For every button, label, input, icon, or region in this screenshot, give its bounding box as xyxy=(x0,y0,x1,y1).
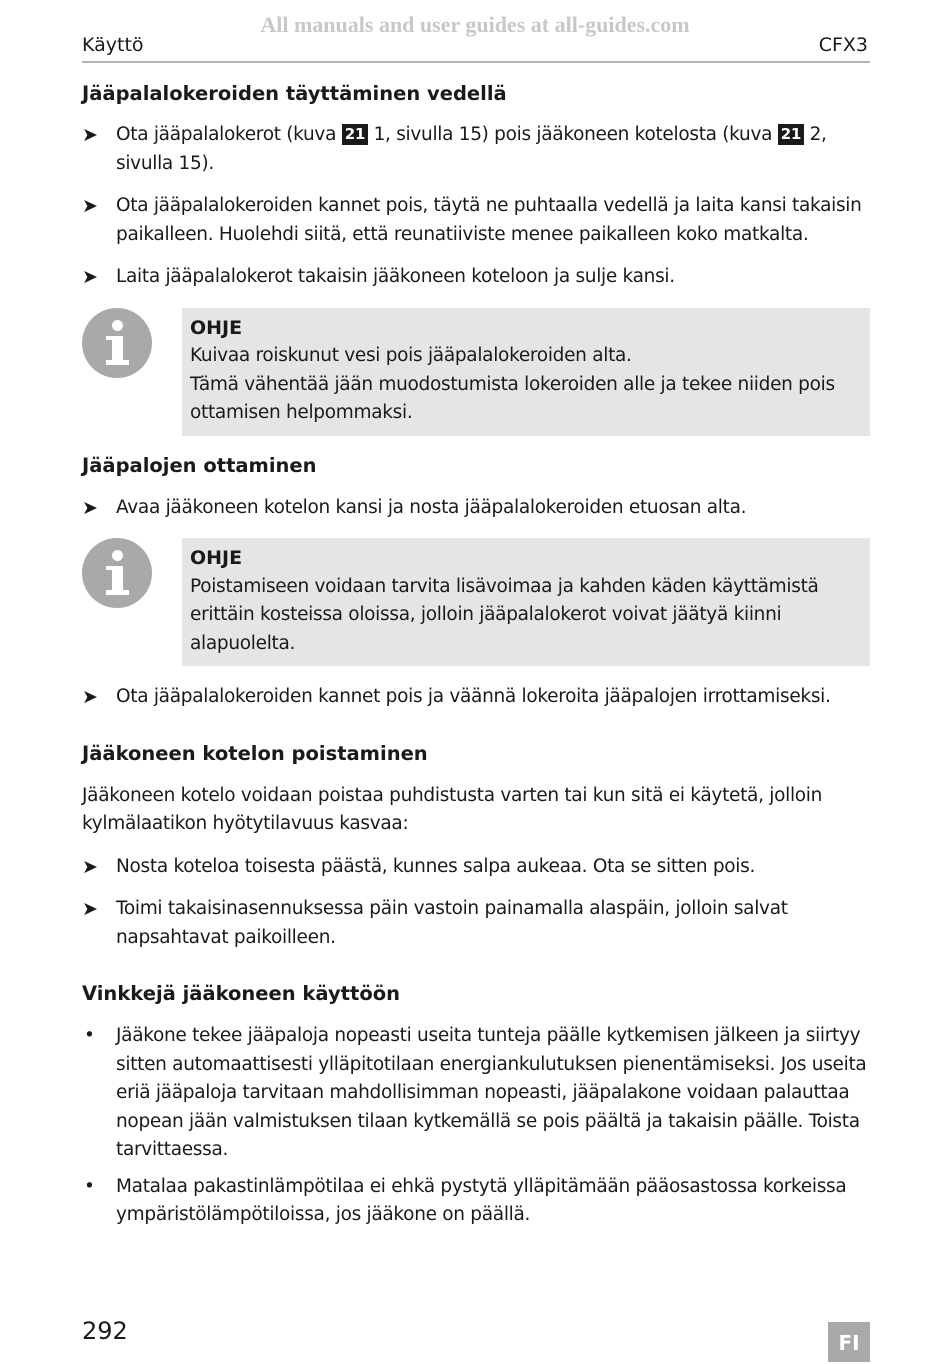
tip-text: Jääkone tekee jääpaloja nopeasti useita tunteja päälle kytkemisen jälkeen ja siirtyy sitten automaattisesti ylläpitotilaan energiankulutuksen pienentämiseksi. Jos useita eriä jääpaloja tarvitaan mahdollisimman nopeasti, jääpalakone voidaan palauttaa nopean jään valmistuksen tilaan kytkemällä se pois päältä ja takaisin päälle. Toista tarvittaessa. xyxy=(116,1025,867,1160)
step-open-lid xyxy=(82,494,870,523)
section-title-remove-housing: Jääkoneen kotelon poistaminen xyxy=(82,741,428,765)
note-box xyxy=(182,308,870,436)
header-section: Käyttö xyxy=(82,34,144,56)
step-text: 1, sivulla 15) pois jääkoneen kotelosta (kuva xyxy=(367,124,778,145)
note-block xyxy=(82,308,870,433)
note-title: OHJE xyxy=(190,316,243,339)
arrow-icon: ➤ xyxy=(82,496,98,519)
note-title: OHJE xyxy=(190,547,243,569)
language-badge: FI xyxy=(828,1322,870,1362)
section-title-fill: Jääpalalokeroiden täyttäminen vedellä xyxy=(82,82,507,105)
step-remove-trays xyxy=(82,121,870,178)
step-text: Laita jääpalalokerot takaisin jääkoneen koteloon ja sulje kansi. xyxy=(116,266,675,287)
arrow-icon: ➤ xyxy=(82,855,98,878)
step-text: Ota jääpalalokerot (kuva xyxy=(116,124,342,145)
step-text: Ota jääpalalokeroiden kannet pois ja väännä lokeroita jääpalojen irrottamiseksi. xyxy=(116,686,831,707)
step-reinstall xyxy=(82,895,870,952)
bullet-icon: • xyxy=(84,1175,95,1197)
arrow-icon: ➤ xyxy=(82,195,98,217)
figure-ref-badge: 21 xyxy=(778,124,804,145)
note-box xyxy=(182,538,870,666)
note-block xyxy=(82,538,870,663)
step-text: Toimi takaisinasennuksessa päin vastoin painamalla alaspäin, jolloin salvat napsahtavat paikoilleen. xyxy=(116,898,788,948)
figure-ref-badge: 21 xyxy=(342,124,368,145)
watermark: All manuals and user guides at all-guides.com xyxy=(260,12,690,37)
intro-paragraph: Jääkoneen kotelo voidaan poistaa puhdistusta varten tai kun sitä ei käytetä, jolloin kylmälaatikon hyötytilavuus kasvaa: xyxy=(82,784,823,834)
note-text: Poistamiseen voidaan tarvita lisävoimaa ja kahden käden käyttämistä erittäin kosteissa oloissa, jolloin jääpalalokerot voivat jäätyä kiinni alapuolelta. xyxy=(190,575,819,654)
tip-text: Matalaa pakastinlämpötilaa ei ehkä pystytä ylläpitämään pääosastossa korkeissa ympäristölämpötiloissa, jos jääkone on päällä. xyxy=(116,1175,847,1225)
step-fill-trays xyxy=(82,192,870,249)
note-text: Kuivaa roiskunut vesi pois jääpalalokeroiden alta. xyxy=(190,345,632,366)
info-icon xyxy=(82,308,152,378)
tip-item xyxy=(82,1022,870,1165)
arrow-icon: ➤ xyxy=(82,686,98,708)
page-content xyxy=(82,80,870,1230)
header-model: CFX3 xyxy=(818,34,868,56)
section-title-tips: Vinkkejä jääkoneen käyttöön xyxy=(82,982,400,1005)
note-text: Tämä vähentää jään muodostumista lokeroiden alle ja tekee niiden pois ottamisen helpommaksi. xyxy=(190,373,835,423)
arrow-icon: ➤ xyxy=(82,266,98,288)
step-twist-trays xyxy=(82,683,870,712)
tip-item xyxy=(82,1173,870,1230)
info-icon xyxy=(82,538,152,608)
step-return-trays xyxy=(82,263,870,292)
header-divider xyxy=(82,61,870,63)
step-text: Nosta koteloa toisesta päästä, kunnes salpa aukeaa. Ota se sitten pois. xyxy=(116,855,756,877)
step-text: Avaa jääkoneen kotelon kansi ja nosta jääpalalokeroiden etuosan alta. xyxy=(116,496,747,518)
bullet-icon: • xyxy=(84,1025,95,1046)
arrow-icon: ➤ xyxy=(82,124,98,146)
step-text: 2, sivulla 15). xyxy=(116,124,827,174)
section-title-take-ice: Jääpalojen ottaminen xyxy=(82,453,317,477)
step-text: Ota jääpalalokeroiden kannet pois, täytä ne puhtaalla vedellä ja laita kansi takaisin paikalleen. Huolehdi siitä, että reunatiiviste menee paikalleen koko matkalta. xyxy=(116,195,862,245)
arrow-icon: ➤ xyxy=(82,898,98,920)
page-number: 292 xyxy=(82,1317,128,1345)
step-lift-housing xyxy=(82,853,870,882)
